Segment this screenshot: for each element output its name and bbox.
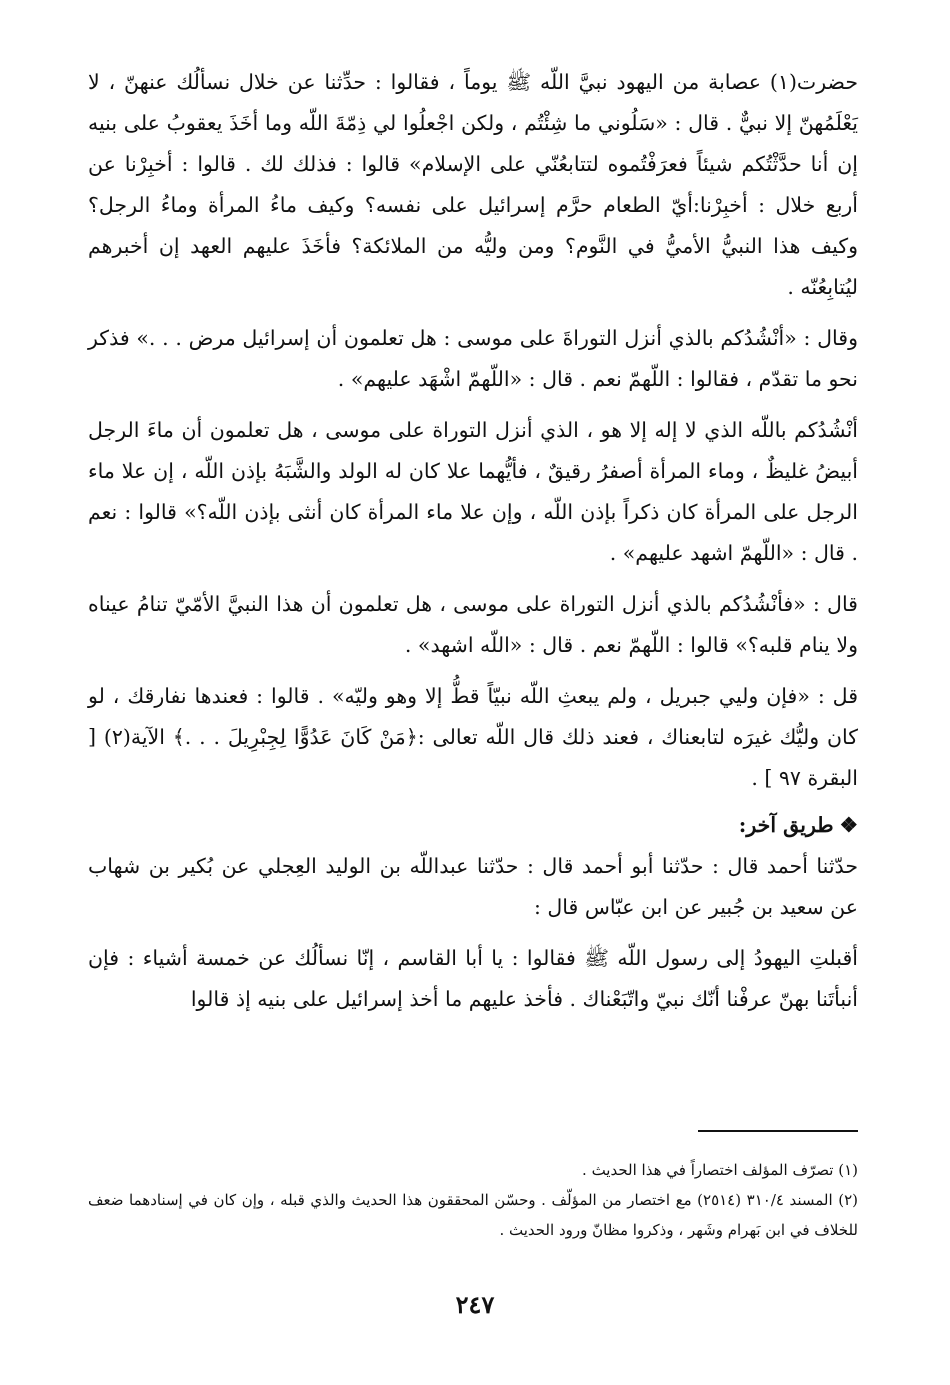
footnote-divider — [698, 1130, 858, 1132]
paragraph-2: وقال : «أنْشُدُكم بالذي أنزل التوراةَ على موسى : هل تعلمون أن إسرائيل مرض . . .» فذكر نحو ما تقدّم ، فقالوا : اللّهمّ نعم . قال : «اللّهمّ اشْهَد عليهم» . — [88, 326, 858, 391]
footnote-2: (٢) المسند ٣١٠/٤ (٢٥١٤) مع اختصار من المؤلّف . وحسّن المحققون هذا الحديث والذي قبله ، وإن كان في إسنادهما ضعف للخلاف في ابن بَهرام وشَهر ، وذكروا مظانّ ورود الحديث . — [88, 1191, 858, 1239]
section-heading — [88, 805, 858, 846]
paragraph-7: أقبلتِ اليهودُ إلى رسول اللّه ﷺ فقالوا : يا أبا القاسم ، إنّا نسألُك عن خمسة أشياء : فإن أنبأتَنا بهنّ عرفْنا أنّك نبيّ واتّبَعْناك . فأخذ عليهم ما أخذ إسرائيل على بنيه إذ قالوا — [88, 946, 858, 1011]
diamond-icon: ❖ — [839, 813, 858, 837]
paragraph-4: قال : «فأنْشُدُكم بالذي أنزل التوراة على موسى ، هل تعلمون أن هذا النبيَّ الأمّيّ تنامُ عيناه ولا ينام قلبه؟» قالوا : اللّهمّ نعم . قال : «اللّه اشهد» . — [88, 592, 858, 657]
main-text — [88, 62, 858, 1020]
paragraph-5: قل : «فإن وليي جبريل ، ولم يبعثِ اللّه نبيّاً قطُّ إلا وهو وليّه» . قالوا : فعندها نفارقك ، لو كان وليُّك غيرَه لتابعناك ، فعند ذلك قال اللّه تعالى :﴿مَنْ كَانَ عَدُوًّا لِجِبْرِيلَ . . .﴾ الآية(٢) [ البقرة ٩٧ ] . — [88, 684, 859, 790]
paragraph-3: أنْشُدُكم باللّه الذي لا إله إلا هو ، الذي أنزل التوراة على موسى ، هل تعلمون أن ماءَ الرجل أبيضُ غليظٌ ، وماء المرأة أصفرُ رقيقٌ ، فأيُّهما علا كان له الولد والشَّبَهُ بإذن اللّه ، إن علا ماء الرجل على المرأة كان ذكراً بإذن اللّه ، وإن علا ماء المرأة كان أنثى بإذن اللّه؟» قالوا : نعم . قال : «اللّهمّ اشهد عليهم» . — [88, 418, 858, 565]
paragraph-1: حضرت(١) عصابة من اليهود نبيَّ اللّه ﷺ يوماً ، فقالوا : حدِّثنا عن خلال نسألُك عنهنّ ، لا يَعْلَمُهنّ إلا نبيٌّ . قال : «سَلُوني ما شِئْتُم ، ولكن اجْعلُوا لي ذِمّةَ اللّه وما أخَذَ يعقوبُ على بنيه إن أنا حدَّثْتُكم شيئاً فعرَفْتُموه لتتابعُنّي على الإسلام» قالوا : فذلك لك . قالوا : أخبِرْنا عن أربع خلال : أخبِرْنا:أيّ الطعام حرَّم إسرائيل على نفسه؟ وكيف ماءُ المرأة وماءُ الرجل؟ وكيف هذا النبيُّ الأميُّ في النَّوم؟ ومن وليُّه من الملائكة؟ فأخَذَ عليهم العهد إن أخبرهم ليُتابِعُنّه . — [88, 70, 858, 299]
page-number: ٢٤٧ — [455, 1290, 495, 1319]
section-heading-text: طريق آخر: — [738, 813, 834, 837]
footnote-1: (١) تصرّف المؤلف اختصاراً في هذا الحديث . — [582, 1161, 858, 1179]
footnotes — [88, 1155, 858, 1245]
paragraph-6: حدّثنا أحمد قال : حدّثنا أبو أحمد قال : حدّثنا عبداللّه بن الوليد العِجلي عن بُكير بن شهاب عن سعيد بن جُبير عن ابن عبّاس قال : — [88, 854, 858, 919]
